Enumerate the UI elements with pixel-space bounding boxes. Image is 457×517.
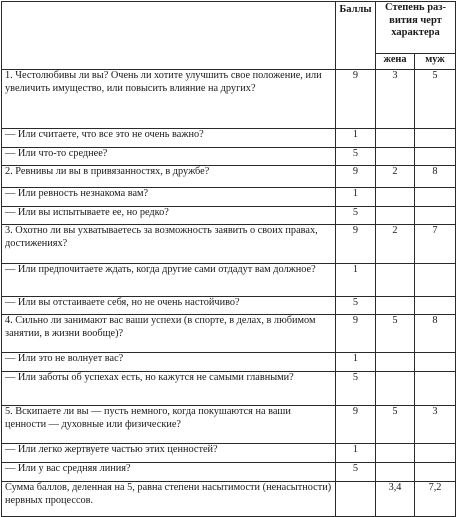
points-value: 1	[336, 264, 376, 297]
points-value: 1	[336, 188, 376, 207]
summary-points	[336, 482, 376, 517]
table-row	[2, 463, 456, 482]
header-row	[2, 2, 456, 54]
degree-header: Степень раз- вития черт характера	[376, 2, 456, 54]
wife-value	[376, 148, 415, 166]
wife-value	[376, 129, 415, 148]
wife-value	[376, 188, 415, 207]
question-text: — Или ревность незнакома вам?	[2, 188, 336, 207]
points-value: 5	[336, 372, 376, 406]
points-value: 5	[336, 463, 376, 482]
wife-header: жена	[376, 54, 415, 70]
wife-value	[376, 264, 415, 297]
wife-value	[376, 297, 415, 315]
table-row	[2, 207, 456, 225]
points-value: 9	[336, 166, 376, 188]
table-row	[2, 264, 456, 297]
question-text: 5. Вскипаете ли вы — пусть немного, когда покушаются на ваши ценности — духовные или физические?	[2, 406, 336, 444]
table-row	[2, 315, 456, 353]
question-text: — Или это не волнует вас?	[2, 353, 336, 372]
points-value: 9	[336, 70, 376, 129]
points-value: 1	[336, 353, 376, 372]
table-row	[2, 444, 456, 463]
table-row	[2, 129, 456, 148]
points-value: 5	[336, 297, 376, 315]
table-row	[2, 225, 456, 264]
points-value: 9	[336, 315, 376, 353]
husband-value	[415, 188, 456, 207]
husband-value	[415, 297, 456, 315]
questionnaire-body	[2, 2, 456, 517]
question-text: — Или вы отстаиваете себя, но не очень настойчиво?	[2, 297, 336, 315]
question-text: — Или у вас средняя линия?	[2, 463, 336, 482]
wife-value	[376, 353, 415, 372]
table-row	[2, 70, 456, 129]
question-text: — Или заботы об успехах есть, но кажутся не самыми главными?	[2, 372, 336, 406]
questionnaire-table	[1, 1, 456, 517]
summary-wife-value: 3,4	[376, 482, 415, 517]
points-value: 1	[336, 129, 376, 148]
question-text: 3. Охотно ли вы ухватываетесь за возможность заявить о своих правах, достижениях?	[2, 225, 336, 264]
table-row	[2, 148, 456, 166]
wife-value	[376, 372, 415, 406]
husband-value: 8	[415, 166, 456, 188]
wife-value	[376, 207, 415, 225]
husband-header: муж	[415, 54, 456, 70]
husband-value	[415, 207, 456, 225]
wife-value	[376, 444, 415, 463]
wife-value: 5	[376, 406, 415, 444]
husband-value: 7	[415, 225, 456, 264]
husband-value	[415, 129, 456, 148]
points-value: 5	[336, 207, 376, 225]
points-value: 9	[336, 225, 376, 264]
question-text: — Или легко жертвуете частью этих ценностей?	[2, 444, 336, 463]
summary-text: Сумма баллов, деленная на 5, равна степени насытимости (ненасытности) нервных процессов.	[2, 482, 336, 517]
husband-value	[415, 463, 456, 482]
husband-value	[415, 148, 456, 166]
question-text: — Или предпочитаете ждать, когда другие сами отдадут вам должное?	[2, 264, 336, 297]
husband-value	[415, 264, 456, 297]
table-row	[2, 372, 456, 406]
question-header-cell	[2, 2, 336, 70]
husband-value: 5	[415, 70, 456, 129]
points-value: 9	[336, 406, 376, 444]
points-value: 5	[336, 148, 376, 166]
wife-value	[376, 463, 415, 482]
husband-value	[415, 372, 456, 406]
table-row	[2, 166, 456, 188]
wife-value: 3	[376, 70, 415, 129]
wife-value: 2	[376, 166, 415, 188]
question-text: 2. Ревнивы ли вы в привязанностях, в дружбе?	[2, 166, 336, 188]
table-row	[2, 406, 456, 444]
table-row	[2, 297, 456, 315]
question-text: 4. Сильно ли занимают вас ваши успехи (в спорте, в делах, в любимом занятии, в жизни вообще)?	[2, 315, 336, 353]
wife-value: 2	[376, 225, 415, 264]
husband-value	[415, 444, 456, 463]
wife-value: 5	[376, 315, 415, 353]
question-text: 1. Честолюбивы ли вы? Очень ли хотите улучшить свое положение, или увеличить имущество, или повысить влияние на других?	[2, 70, 336, 129]
table-row	[2, 188, 456, 207]
husband-value: 8	[415, 315, 456, 353]
question-text: — Или считаете, что все это не очень важно?	[2, 129, 336, 148]
question-text: — Или что-то среднее?	[2, 148, 336, 166]
summary-row	[2, 482, 456, 517]
summary-husband-value: 7,2	[415, 482, 456, 517]
husband-value	[415, 353, 456, 372]
points-header: Баллы	[336, 2, 376, 70]
husband-value: 3	[415, 406, 456, 444]
points-value: 1	[336, 444, 376, 463]
question-text: — Или вы испытываете ее, но редко?	[2, 207, 336, 225]
table-row	[2, 353, 456, 372]
